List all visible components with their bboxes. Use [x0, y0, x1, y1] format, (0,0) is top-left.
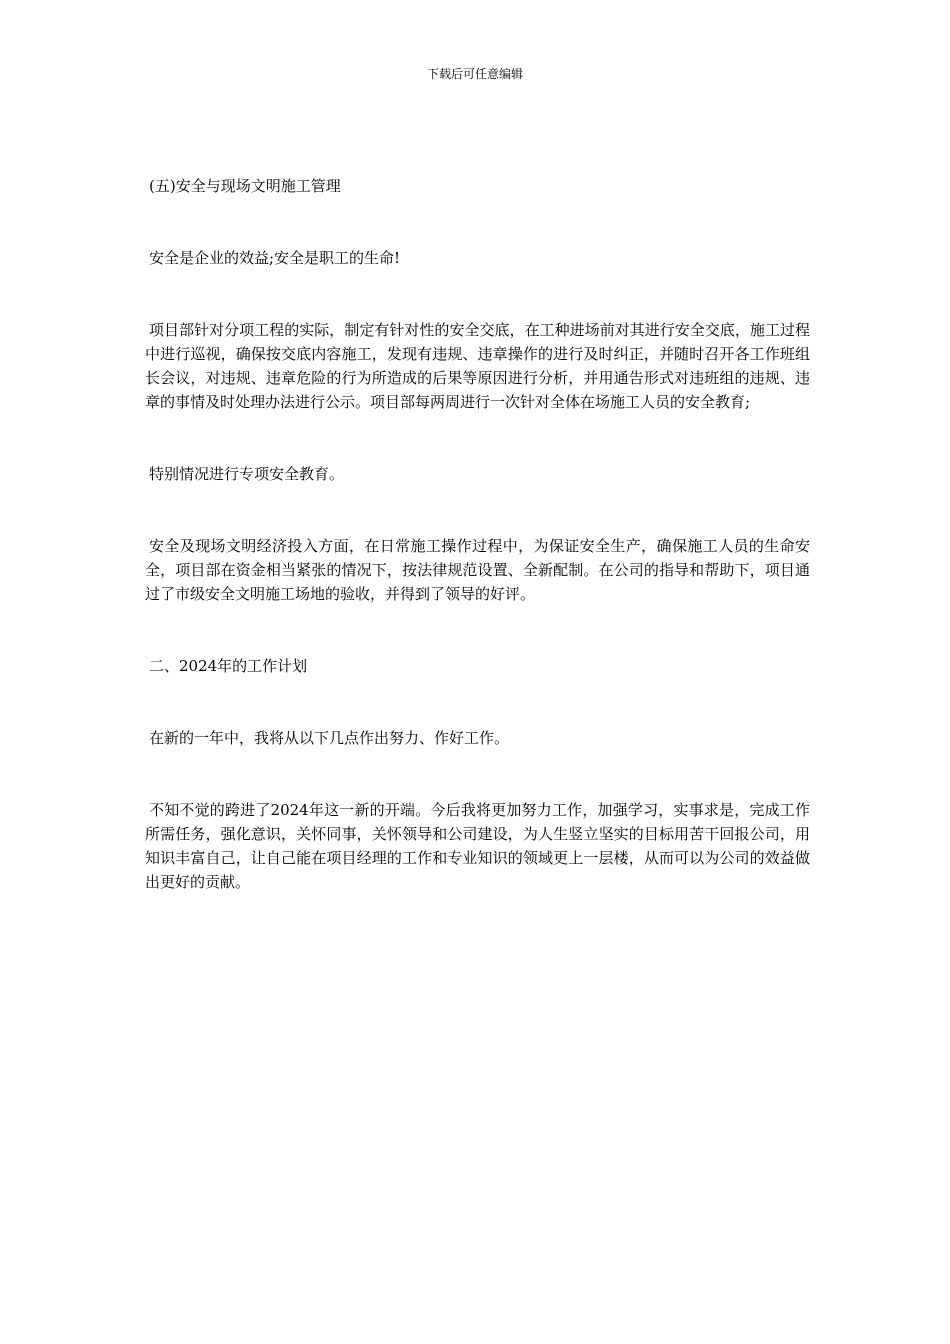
paragraph-new-year-intro: 在新的一年中，我将从以下几点作出努力、作好工作。 — [149, 729, 510, 747]
paragraph-safety-investment: 安全及现场文明经济投入方面，在日常施工操作过程中，为保证安全生产，确保施工人员的生命安全，项目部在资金相当紧张的情况下，按法律规范设置、全新配制。在公司的指导和帮助下，项目通过了市级安全文明施工场地的验收，并得到了领导的好评。 — [145, 537, 810, 603]
paragraph-closing-plan: 不知不觉的跨进了2024年这一新的开端。今后我将更加努力工作，加强学习，实事求是，完成工作所需任务，强化意识，关怀同事，关怀领导和公司建设，为人生竖立坚实的目标用苦干回报公司，用知识丰富自己，让自己能在项目经理的工作和专业知识的领域更上一层楼，从而可以为公司的效益做出更好的贡献。 — [145, 801, 810, 891]
paragraph-safety-motto: 安全是企业的效益;安全是职工的生命! — [149, 249, 401, 267]
page-header-note: 下载后可任意编辑 — [426, 67, 523, 81]
paragraph-special-education: 特别情况进行专项安全教育。 — [149, 465, 345, 483]
document-body — [145, 174, 810, 894]
paragraph-safety-briefing: 项目部针对分项工程的实际，制定有针对性的安全交底，在工种进场前对其进行安全交底，施工过程中进行巡视，确保按交底内容施工，发现有违规、违章操作的进行及时纠正，并随时召开各工作班组长会议，对违规、违章危险的行为所造成的后果等原因进行分析，并用通告形式对违班组的违规、违章的事情及时处理办法进行公示。项目部每两周进行一次针对全体在场施工人员的安全教育; — [145, 321, 810, 411]
section-heading-safety: (五)安全与现场文明施工管理 — [149, 177, 341, 195]
section-heading-work-plan: 二、2024年的工作计划 — [149, 657, 308, 675]
